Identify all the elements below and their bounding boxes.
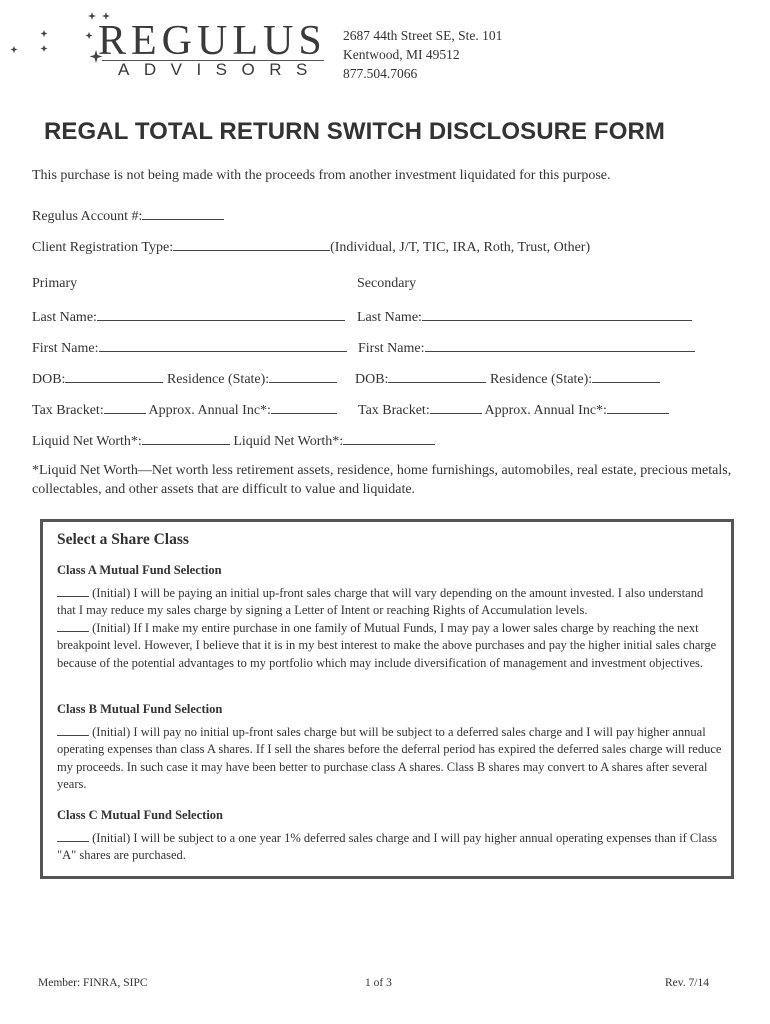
class-c-text — [57, 830, 725, 865]
logo-wordmark: REGULUS — [98, 18, 327, 64]
secondary-last-name-input[interactable] — [422, 307, 692, 321]
secondary-tax-input[interactable] — [430, 400, 482, 414]
primary-income-input[interactable] — [271, 400, 337, 414]
company-address — [343, 26, 502, 83]
class-a-statement-2: (Initial) If I make my entire purchase in one family of Mutual Funds, I may pay a lower sales charge by reaching the next breakpoint level. However, I believe that it is in my best interest to make the above purchases and pay the higher initial sales charge because of the potential advantages to my portfolio which may include diversification of management and investment objectives. — [57, 620, 717, 670]
primary-residence-input[interactable] — [269, 369, 337, 383]
secondary-income-label: Approx. Annual Inc*: — [484, 403, 607, 418]
primary-first-name-row — [32, 338, 347, 357]
account-label: Regulus Account #: — [32, 209, 143, 224]
share-class-title: Select a Share Class — [57, 531, 189, 548]
class-c-heading: Class C Mutual Fund Selection — [57, 808, 223, 822]
class-b-statement: (Initial) I will pay no initial up-front sales charge but will be subject to a deferred sales charge and I will pay higher annual operating expenses than class A shares. If I sell the shares before the deferral period has expired the deferred sales charge will reduce my proceeds. In such case it may have been better to purchase class A shares. Class B shares may convert to A shares after several years. — [57, 725, 722, 792]
registration-row — [32, 237, 590, 256]
secondary-first-name-row — [358, 338, 695, 357]
primary-first-name-input[interactable] — [99, 338, 347, 352]
primary-lnw-input[interactable] — [142, 431, 230, 445]
secondary-first-name-label: First Name: — [358, 341, 425, 356]
class-a-initial-2[interactable] — [57, 620, 89, 632]
class-a-text — [57, 585, 725, 672]
class-b-text — [57, 724, 725, 794]
class-c-statement: (Initial) I will be subject to a one year 1% deferred sales charge and I will pay higher annual operating expenses than if Class "A" shares are purchased. — [57, 831, 718, 863]
footer-revision: Rev. 7/14 — [665, 977, 709, 989]
logo-subtitle: ADVISORS — [118, 60, 322, 79]
class-a-statement-1: (Initial) I will be paying an initial up-front sales charge that will vary depending on the amount invested. I also understand that I may reduce my sales charge by signing a Letter of Intent or reaching Rights of Accumulation levels. — [57, 586, 704, 618]
address-street: 2687 44th Street SE, Ste. 101 — [343, 28, 503, 43]
primary-dob-row — [32, 369, 337, 388]
secondary-dob-row — [355, 369, 660, 388]
footer-page-number: 1 of 3 — [365, 977, 392, 989]
primary-tax-row — [32, 400, 337, 419]
account-input[interactable] — [142, 206, 224, 220]
secondary-dob-input[interactable] — [388, 369, 486, 383]
account-row — [32, 206, 224, 225]
intro-statement: This purchase is not being made with the proceeds from another investment liquidated for this purpose. — [32, 168, 611, 183]
primary-last-name-label: Last Name: — [32, 310, 97, 325]
primary-dob-input[interactable] — [65, 369, 163, 383]
share-class-box — [40, 519, 734, 879]
class-c-initial[interactable] — [57, 830, 89, 842]
class-a-initial-1[interactable] — [57, 585, 89, 597]
primary-tax-label: Tax Bracket: — [32, 403, 104, 418]
registration-input[interactable] — [173, 237, 330, 251]
secondary-dob-label: DOB: — [355, 372, 389, 387]
primary-heading: Primary — [32, 276, 78, 291]
primary-last-name-input[interactable] — [97, 307, 345, 321]
registration-options: (Individual, J/T, TIC, IRA, Roth, Trust, Other) — [330, 240, 591, 255]
address-phone: 877.504.7066 — [343, 66, 418, 81]
secondary-heading: Secondary — [357, 276, 417, 291]
primary-residence-label: Residence (State): — [166, 372, 270, 387]
primary-income-label: Approx. Annual Inc*: — [148, 403, 271, 418]
class-b-heading: Class B Mutual Fund Selection — [57, 702, 223, 716]
secondary-tax-label: Tax Bracket: — [358, 403, 430, 418]
primary-first-name-label: First Name: — [32, 341, 99, 356]
secondary-income-input[interactable] — [607, 400, 669, 414]
secondary-lnw-label: Liquid Net Worth*: — [233, 434, 344, 449]
primary-dob-label: DOB: — [32, 372, 66, 387]
address-city: Kentwood, MI 49512 — [343, 47, 460, 62]
secondary-lnw-input[interactable] — [343, 431, 435, 445]
primary-lnw-label: Liquid Net Worth*: — [32, 434, 142, 449]
secondary-first-name-input[interactable] — [425, 338, 695, 352]
secondary-last-name-row — [357, 307, 692, 326]
class-a-heading: Class A Mutual Fund Selection — [57, 563, 222, 577]
footer-member: Member: FINRA, SIPC — [38, 977, 148, 989]
secondary-residence-input[interactable] — [592, 369, 660, 383]
primary-tax-input[interactable] — [104, 400, 146, 414]
secondary-tax-row — [358, 400, 669, 419]
liquid-net-worth-row — [32, 431, 435, 450]
form-title: REGAL TOTAL RETURN SWITCH DISCLOSURE FORM — [44, 118, 665, 145]
liquid-net-worth-note: *Liquid Net Worth—Net worth less retirement assets, residence, home furnishings, automobiles, real estate, precious metals, collectables, and other assets that are difficult to value and liquidate. — [32, 463, 732, 497]
primary-last-name-row — [32, 307, 345, 326]
registration-label: Client Registration Type: — [32, 240, 174, 255]
secondary-residence-label: Residence (State): — [489, 372, 593, 387]
secondary-last-name-label: Last Name: — [357, 310, 422, 325]
class-b-initial[interactable] — [57, 724, 89, 736]
